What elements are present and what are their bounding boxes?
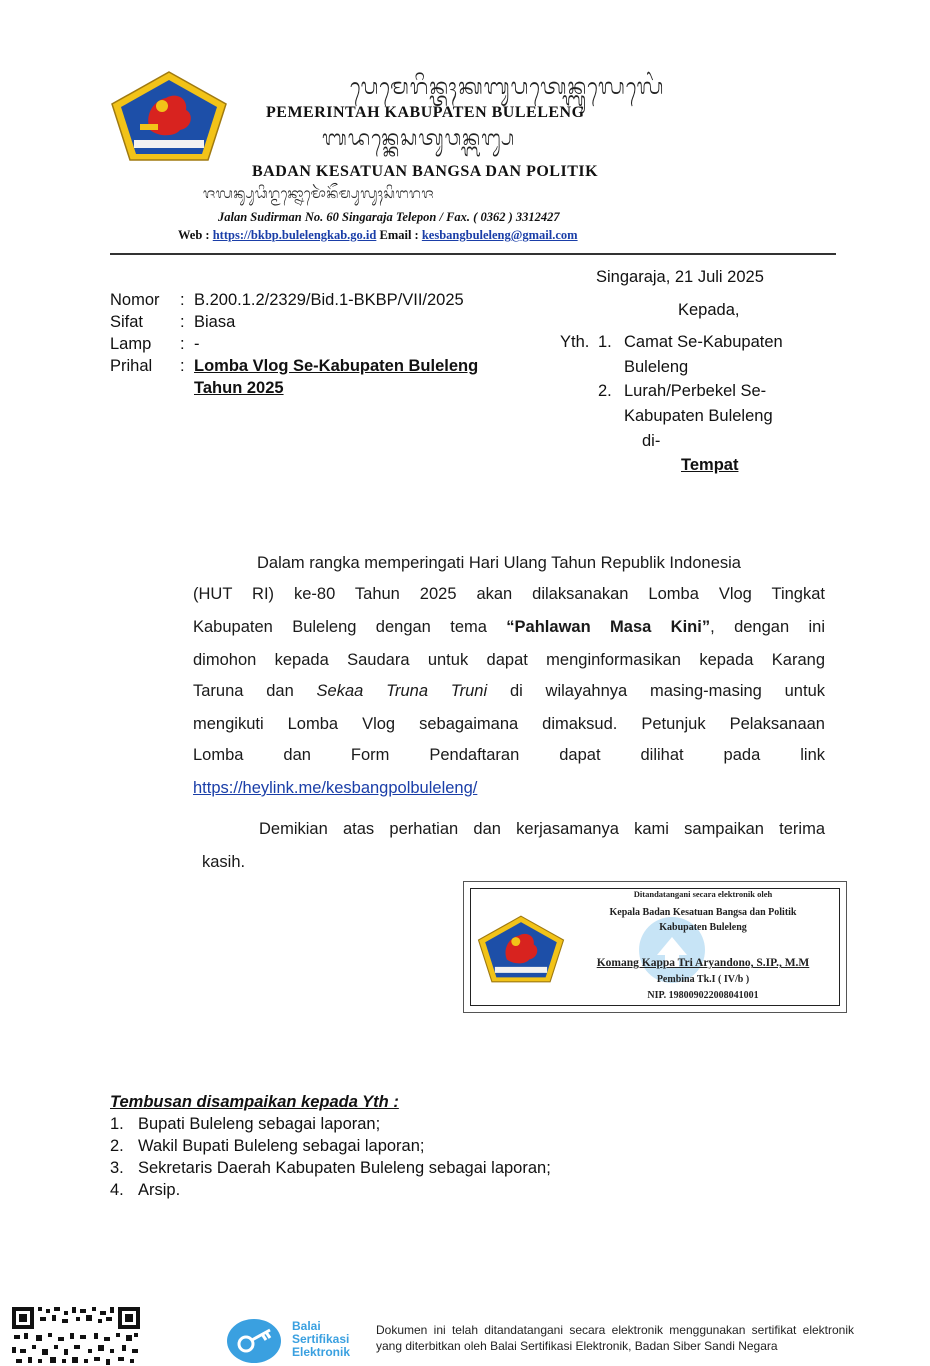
government-title: PEMERINTAH KABUPATEN BULELENG [266, 104, 585, 121]
bsre-word-1: Balai [292, 1319, 321, 1333]
registration-link[interactable]: https://heylink.me/kesbangpolbuleleng/ [193, 779, 478, 797]
tembusan-num-4: 4. [110, 1181, 124, 1199]
nomor-row: Nomor : B.200.1.2/2329/Bid.1-BKBP/VII/2025 [110, 291, 464, 309]
closing-line-2: kasih. [202, 853, 246, 871]
recipient-2-line-b: Kabupaten Buleleng [624, 407, 773, 425]
recipient-1-line-a: Camat Se-Kabupaten [624, 333, 783, 351]
signed-electronically-note: Ditandatangani secara elektronik oleh [633, 889, 773, 899]
website-link[interactable]: https://bkbp.bulelengkab.go.id [212, 228, 377, 242]
tembusan-heading: Tembusan disampaikan kepada Yth : [110, 1093, 399, 1111]
tempat-label: Tempat [681, 456, 739, 474]
tembusan-item-4: Arsip. [138, 1181, 181, 1199]
body-line-1: Dalam rangka memperingati Hari Ulang Tahun Republik Indonesia [257, 554, 741, 572]
bsre-logo-icon [226, 1318, 282, 1364]
sifat-row: Sifat : Biasa [110, 313, 236, 331]
nomor-value: B.200.1.2/2329/Bid.1-BKBP/VII/2025 [194, 291, 464, 309]
tembusan-item-1: Bupati Buleleng sebagai laporan; [138, 1115, 381, 1133]
sifat-value: Biasa [194, 313, 236, 331]
body-line-3: Kabupaten Buleleng dengan tema “Pahlawan Masa Kini”, dengan ini [193, 618, 826, 636]
agency-title: BADAN KESATUAN BANGSA DAN POLITIK [252, 163, 599, 180]
signer-title-2: Kabupaten Buleleng [659, 922, 747, 933]
web-label: Web : [178, 228, 213, 242]
signer-nip: NIP. 198009022008041001 [647, 990, 759, 1001]
verification-qr-code[interactable] [10, 1305, 142, 1366]
recipient-1-line-b: Buleleng [624, 358, 689, 376]
body-line-7: Lomba dan Form Pendaftaran dapat dilihat pada link [193, 746, 825, 764]
email-label: Email : [376, 228, 422, 242]
tembusan-num-1: 1. [110, 1115, 124, 1133]
recipient-1-num: 1. [598, 333, 612, 351]
sifat-label: Sifat [110, 313, 144, 331]
office-address: Jalan Sudirman No. 60 Singaraja Telepon / Fax. ( 0362 ) 3312427 [218, 210, 560, 224]
theme-title: “Pahlawan Masa Kini” [506, 618, 711, 636]
tembusan-num-2: 2. [110, 1137, 124, 1155]
recipient-2-line-a: Lurah/Perbekel Se- [624, 382, 767, 400]
web-email-line [178, 228, 578, 243]
tembusan-item-2: Wakil Bupati Buleleng sebagai laporan; [138, 1137, 425, 1155]
letter-meta [110, 289, 550, 399]
sekaa-truna-truni: Sekaa Truna Truni [316, 682, 488, 700]
prihal-line-1: Lomba Vlog Se-Kabupaten Buleleng [194, 357, 479, 375]
e-signature-footnote: Dokumen ini telah ditandatangani secara elektronik menggunakan sertifikat elektronik yang diterbitkan oleh Balai Sertifikasi Elektronik, Badan Siber Sandi Negara [376, 1323, 854, 1353]
body-line-2: (HUT RI) ke-80 Tahun 2025 akan dilaksanakan Lomba Vlog Tingkat [193, 585, 825, 603]
bsre-wordmark [292, 1320, 350, 1359]
body-line-5: Taruna dan Sekaa Truna Truni di wilayahnya masing-masing untuk [193, 682, 825, 700]
lamp-label: Lamp [110, 335, 152, 353]
balinese-script-line-1: ᬧᬾᬫᬾᬭᬶᬦ᭄ᬢᬄᬓᬩᬸᬧᬢᬾᬦ᭄ᬩᬸᬮᬾᬮᬾᬂ [350, 75, 665, 100]
tembusan-num-3: 3. [110, 1159, 124, 1177]
bsre-word-3: Elektronik [292, 1345, 351, 1359]
signer-title-1: Kepala Badan Kesatuan Bangsa dan Politik [609, 907, 797, 918]
balinese-script-line-2: ᬩᬤᬦ᭄ᬓᬾᬲᬢᬸᬯᬦ᭄ᬩᬗ᭄ᬲ [322, 126, 516, 150]
bsre-word-2: Sertifikasi [292, 1332, 350, 1346]
header-divider [110, 253, 836, 255]
signer-name: Komang Kappa Tri Aryandono, S.IP., M.M [596, 957, 810, 969]
kepada-label: Kepada, [678, 301, 740, 319]
electronic-signature-box [463, 881, 847, 1013]
closing-line-1: Demikian atas perhatian dan kerjasamanya kami sampaikan terima [259, 820, 825, 838]
lamp-value: - [194, 335, 200, 353]
lamp-row: Lamp : - [110, 335, 200, 353]
body-line-6: mengikuti Lomba Vlog sebagaimana dimaksud. Petunjuk Pelaksanaan [193, 715, 825, 733]
prihal-row: Prihal : Lomba Vlog Se-Kabupaten Buleleng Tahun 2025 [110, 357, 479, 397]
prihal-line-2: Tahun 2025 [194, 379, 284, 397]
recipient-2-num: 2. [598, 382, 612, 400]
yth-label: Yth. [560, 333, 590, 351]
nomor-label: Nomor [110, 291, 160, 309]
buleleng-coat-of-arms-logo [110, 70, 228, 162]
body-line-4: dimohon kepada Saudara untuk dapat menginformasikan kepada Karang [193, 651, 825, 669]
balinese-script-line-3: ᬚᬮᬦ᭄ᬲᬸᬥᬶᬭ᭄ᬫᬦ᭄ᬦᭀᬫᭀᬃᬦᭂᬫ᭄ᬧᬸᬮᬸᬄᬲᬶᬗᬭᬚ [203, 186, 435, 202]
email-link[interactable]: kesbangbuleleng@gmail.com [421, 228, 578, 242]
signer-rank: Pembina Tk.I ( IV/b ) [656, 974, 750, 985]
signature-logo [477, 909, 565, 989]
prihal-label: Prihal [110, 357, 153, 375]
di-label: di- [642, 432, 661, 450]
place-date: Singaraja, 21 Juli 2025 [596, 268, 764, 286]
tembusan-item-3: Sekretaris Daerah Kabupaten Buleleng sebagai laporan; [138, 1159, 551, 1177]
